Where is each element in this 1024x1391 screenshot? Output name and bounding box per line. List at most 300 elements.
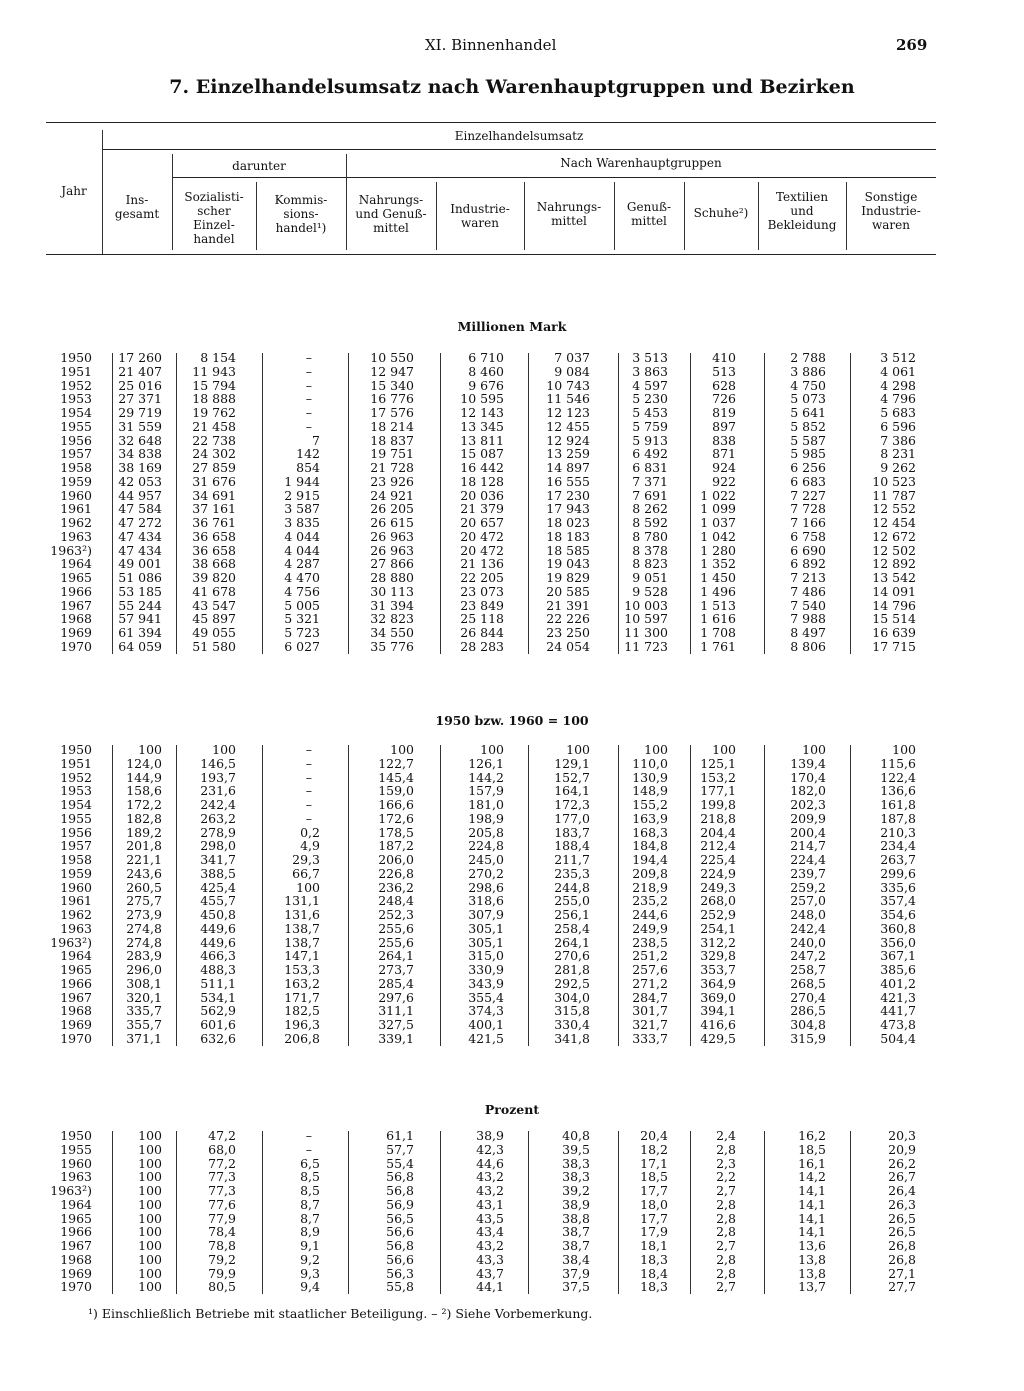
section-label: Prozent	[484, 1102, 540, 1117]
kommission-cell: 8,7	[300, 1210, 320, 1226]
kommission-cell: 8,5	[300, 1169, 320, 1185]
sonstige-cell: 20,9	[888, 1141, 916, 1157]
sozialistisch-cell: 455,7	[200, 893, 236, 909]
nahrungs-genuss-cell: 23 926	[370, 473, 414, 489]
nahrungs-genuss-cell: 285,4	[378, 975, 414, 991]
header-bottom-rule	[46, 254, 936, 255]
sozialistisch-cell: 24 302	[192, 446, 236, 462]
insgesamt-column	[82, 351, 162, 654]
sozialistisch-cell: 68,0	[208, 1141, 236, 1157]
textil-cell: 4 750	[790, 377, 826, 393]
sozialistisch-cell: 45 897	[192, 611, 236, 627]
sonstige-cell: 12 454	[872, 515, 916, 530]
sozialistisch-cell: 425,4	[200, 879, 236, 895]
insgesamt-cell: 355,7	[126, 1017, 162, 1032]
sonstige-cell: 26,5	[888, 1224, 916, 1240]
schuhe-cell: 1 513	[700, 597, 736, 613]
genuss-cell: 10 003	[624, 597, 668, 613]
year-cell: 1967	[60, 1238, 92, 1253]
nahrungs-genuss-cell: 56,6	[386, 1251, 414, 1267]
header-genussmittel: Genuß- mittel	[626, 200, 672, 228]
sonstige-cell: 11 787	[872, 487, 916, 503]
kommission-cell: 163,2	[284, 975, 320, 991]
insgesamt-cell: 49 001	[118, 556, 162, 572]
industrie-cell: 144,2	[468, 769, 504, 785]
sonstige-cell: 421,3	[880, 989, 916, 1005]
kommission-cell: 8,7	[300, 1196, 320, 1212]
industrie-cell: 43,3	[476, 1251, 504, 1267]
genuss-cell: 321,7	[632, 1017, 668, 1032]
schuhe-cell: 871	[712, 446, 736, 462]
genuss-cell: 11 300	[624, 625, 668, 640]
sozialistisch-cell: 41 678	[192, 583, 236, 599]
textil-cell: 14,1	[798, 1183, 826, 1198]
schuhe-cell: 364,9	[700, 975, 736, 991]
industrie-cell: 181,0	[468, 797, 504, 812]
page-header	[0, 36, 1024, 56]
year-cell: 1956	[60, 824, 92, 840]
insgesamt-cell: 34 838	[118, 446, 162, 462]
sonstige-cell: 26,3	[888, 1196, 916, 1212]
industrie-cell: 157,9	[468, 783, 504, 799]
nahrungs-genuss-cell: 226,8	[378, 865, 414, 881]
kommission-cell: –	[305, 377, 312, 393]
industrie-cell: 18 128	[460, 473, 504, 489]
schuhe-cell: 224,9	[700, 865, 736, 881]
insgesamt-cell: 42 053	[118, 473, 162, 489]
insgesamt-cell: 27 371	[118, 391, 162, 407]
year-cell: 1964	[60, 948, 92, 964]
sonstige-cell: 161,8	[880, 797, 916, 812]
textil-cell: 239,7	[790, 865, 826, 881]
sozialistisch-cell: 15 794	[192, 377, 236, 393]
nahrung-cell: 18 023	[546, 515, 590, 530]
industrie-cell: 23 073	[460, 583, 504, 599]
sozialistisch-cell: 78,4	[208, 1224, 236, 1240]
sozialistisch-cell: 36 658	[192, 542, 236, 558]
genuss-cell: 110,0	[632, 755, 668, 771]
schuhe-column	[656, 1129, 736, 1294]
genuss-cell: 8 592	[632, 515, 668, 530]
nahrungs-genuss-cell: 24 921	[370, 487, 414, 503]
insgesamt-cell: 100	[138, 1155, 162, 1171]
genuss-cell: 5 230	[632, 391, 668, 407]
schuhe-cell: 838	[712, 432, 736, 448]
textil-cell: 304,8	[790, 1017, 826, 1032]
textil-cell: 315,9	[790, 1030, 826, 1046]
sozialistisch-cell: 36 761	[192, 515, 236, 530]
genuss-cell: 284,7	[632, 989, 668, 1005]
year-cell: 1952	[60, 377, 92, 393]
genuss-cell: 130,9	[632, 769, 668, 785]
textil-cell: 7 166	[790, 515, 826, 530]
industrie-cell: 126,1	[468, 755, 504, 771]
nahrungs-genuss-column	[334, 743, 414, 1046]
schuhe-cell: 1 496	[700, 583, 736, 599]
kommission-cell: –	[305, 769, 312, 785]
insgesamt-cell: 275,7	[126, 893, 162, 909]
insgesamt-cell: 273,9	[126, 907, 162, 922]
schuhe-cell: 212,4	[700, 838, 736, 854]
insgesamt-cell: 100	[138, 1169, 162, 1185]
insgesamt-cell: 55 244	[118, 597, 162, 613]
nahrungs-genuss-cell: 264,1	[378, 948, 414, 964]
insgesamt-cell: 221,1	[126, 852, 162, 867]
sonstige-cell: 27,1	[888, 1265, 916, 1281]
genuss-cell: 168,3	[632, 824, 668, 840]
header-einzelhandelsumsatz: Einzelhandelsumsatz	[454, 129, 584, 143]
nahrungs-genuss-cell: 56,3	[386, 1265, 414, 1281]
textil-cell: 7 988	[790, 611, 826, 627]
nahrungs-genuss-cell: 56,8	[386, 1238, 414, 1253]
nahrungs-genuss-cell: 18 214	[370, 418, 414, 434]
nahrungs-genuss-cell: 145,4	[378, 769, 414, 785]
schuhe-cell: 2,7	[716, 1279, 736, 1295]
year-cell: 1960	[60, 1155, 92, 1171]
sozialistisch-cell: 51 580	[192, 638, 236, 654]
genuss-cell: 333,7	[632, 1030, 668, 1046]
nahrungs-genuss-cell: 26 615	[370, 515, 414, 530]
industrie-cell: 21 136	[460, 556, 504, 572]
industrie-cell: 25 118	[460, 611, 504, 627]
sozialistisch-cell: 8 154	[200, 350, 236, 365]
insgesamt-cell: 172,2	[126, 797, 162, 812]
genuss-cell: 218,9	[632, 879, 668, 895]
insgesamt-cell: 47 272	[118, 515, 162, 530]
nahrung-column	[510, 351, 590, 654]
year-cell: 1956	[60, 432, 92, 448]
genuss-cell: 100	[644, 742, 668, 757]
nahrung-cell: 19 829	[546, 570, 590, 585]
nahrungs-genuss-cell: 206,0	[378, 852, 414, 867]
insgesamt-cell: 100	[138, 1196, 162, 1212]
sozialistisch-cell: 278,9	[200, 824, 236, 840]
year-cell: 1960	[60, 487, 92, 503]
nahrung-column	[510, 1129, 590, 1294]
industrie-cell: 245,0	[468, 852, 504, 867]
nahrungs-genuss-cell: 16 776	[370, 391, 414, 407]
year-cell: 1970	[60, 1030, 92, 1046]
nahrung-cell: 17 230	[546, 487, 590, 503]
textil-cell: 13,8	[798, 1265, 826, 1281]
kommission-column	[240, 743, 320, 1046]
nahrung-cell: 16 555	[546, 473, 590, 489]
nahrungs-genuss-cell: 56,5	[386, 1210, 414, 1226]
schuhe-cell: 1 037	[700, 515, 736, 530]
year-cell: 1963	[60, 920, 92, 936]
genuss-cell: 8 378	[632, 542, 668, 558]
nahrungs-genuss-cell: 10 550	[370, 350, 414, 365]
sozialistisch-cell: 43 547	[192, 597, 236, 613]
insgesamt-cell: 182,8	[126, 810, 162, 826]
schuhe-column	[656, 743, 736, 1046]
kommission-cell: –	[305, 783, 312, 799]
sozialistisch-cell: 11 943	[192, 363, 236, 379]
year-cell: 1959	[60, 865, 92, 881]
insgesamt-cell: 274,8	[126, 920, 162, 936]
sonstige-cell: 136,6	[880, 783, 916, 799]
schuhe-cell: 1 708	[700, 625, 736, 640]
textil-cell: 170,4	[790, 769, 826, 785]
sonstige-cell: 367,1	[880, 948, 916, 964]
kommission-cell: –	[305, 1128, 312, 1143]
kommission-cell: –	[305, 797, 312, 812]
genuss-cell: 8 780	[632, 528, 668, 544]
industrie-cell: 22 205	[460, 570, 504, 585]
industrie-cell: 13 811	[460, 432, 504, 448]
insgesamt-cell: 100	[138, 1238, 162, 1253]
schuhe-cell: 369,0	[700, 989, 736, 1005]
schuhe-cell: 268,0	[700, 893, 736, 909]
year-cell: 1961	[60, 893, 92, 909]
nahrung-cell: 281,8	[554, 962, 590, 977]
year-cell: 1955	[60, 418, 92, 434]
nahrung-cell: 13 259	[546, 446, 590, 462]
textil-cell: 100	[802, 742, 826, 757]
kommission-cell: 66,7	[292, 865, 320, 881]
sonstige-cell: 12 672	[872, 528, 916, 544]
schuhe-cell: 177,1	[700, 783, 736, 799]
nahrung-cell: 12 455	[546, 418, 590, 434]
industrie-cell: 28 283	[460, 638, 504, 654]
sonstige-cell: 441,7	[880, 1003, 916, 1019]
insgesamt-cell: 243,6	[126, 865, 162, 881]
textil-cell: 14,1	[798, 1196, 826, 1212]
insgesamt-cell: 25 016	[118, 377, 162, 393]
year-cell: 1966	[60, 1224, 92, 1240]
year-column	[12, 351, 92, 654]
textil-cell: 14,1	[798, 1210, 826, 1226]
insgesamt-cell: 201,8	[126, 838, 162, 854]
sonstige-cell: 100	[892, 742, 916, 757]
schuhe-cell: 429,5	[700, 1030, 736, 1046]
kommission-cell: 6,5	[300, 1155, 320, 1171]
schuhe-cell: 125,1	[700, 755, 736, 771]
kommission-column	[240, 1129, 320, 1294]
header-rule-1	[102, 149, 936, 150]
nahrungs-genuss-cell: 27 866	[370, 556, 414, 572]
nahrung-cell: 270,6	[554, 948, 590, 964]
kommission-cell: 3 835	[284, 515, 320, 530]
nahrungs-genuss-cell: 12 947	[370, 363, 414, 379]
sozialistisch-cell: 78,8	[208, 1238, 236, 1253]
insgesamt-cell: 17 260	[118, 350, 162, 365]
nahrungs-genuss-cell: 327,5	[378, 1017, 414, 1032]
kommission-cell: 9,1	[300, 1238, 320, 1253]
industrie-cell: 23 849	[460, 597, 504, 613]
kommission-column	[240, 351, 320, 654]
sozialistisch-cell: 47,2	[208, 1128, 236, 1143]
sozialistisch-cell: 38 668	[192, 556, 236, 572]
industrie-cell: 15 087	[460, 446, 504, 462]
kommission-cell: 171,7	[284, 989, 320, 1005]
insgesamt-cell: 189,2	[126, 824, 162, 840]
nahrung-cell: 256,1	[554, 907, 590, 922]
sozialistisch-cell: 79,2	[208, 1251, 236, 1267]
nahrung-cell: 39,5	[562, 1141, 590, 1157]
year-cell: 1960	[60, 879, 92, 895]
textil-cell: 3 886	[790, 363, 826, 379]
sozialistisch-cell: 341,7	[200, 852, 236, 867]
sonstige-cell: 17 715	[872, 638, 916, 654]
nahrungs-genuss-cell: 122,7	[378, 755, 414, 771]
insgesamt-cell: 371,1	[126, 1030, 162, 1046]
nahrung-cell: 12 924	[546, 432, 590, 448]
schuhe-cell: 153,2	[700, 769, 736, 785]
nahrungs-genuss-cell: 172,6	[378, 810, 414, 826]
header-rule-3	[346, 177, 936, 178]
industrie-cell: 20 036	[460, 487, 504, 503]
year-cell: 1963²)	[50, 934, 92, 950]
nahrungs-genuss-cell: 55,8	[386, 1279, 414, 1295]
sonstige-cell: 16 639	[872, 625, 916, 640]
page-number: 269	[896, 36, 928, 54]
schuhe-cell: 225,4	[700, 852, 736, 867]
nahrung-cell: 12 123	[546, 405, 590, 420]
nahrung-cell: 188,4	[554, 838, 590, 854]
nahrung-cell: 330,4	[554, 1017, 590, 1032]
nahrungs-genuss-cell: 255,6	[378, 934, 414, 950]
insgesamt-cell: 100	[138, 1251, 162, 1267]
genuss-cell: 257,6	[632, 962, 668, 977]
nahrung-cell: 235,3	[554, 865, 590, 881]
nahrungs-genuss-cell: 17 576	[370, 405, 414, 420]
textil-cell: 7 728	[790, 501, 826, 517]
industrie-cell: 16 442	[460, 460, 504, 475]
industrie-cell: 43,7	[476, 1265, 504, 1281]
section-label: 1950 bzw. 1960 = 100	[435, 713, 589, 728]
nahrungs-genuss-cell: 255,6	[378, 920, 414, 936]
genuss-cell: 249,9	[632, 920, 668, 936]
sozialistisch-cell: 36 658	[192, 528, 236, 544]
nahrung-cell: 38,4	[562, 1251, 590, 1267]
textil-cell: 200,4	[790, 824, 826, 840]
insgesamt-cell: 100	[138, 1224, 162, 1240]
year-cell: 1952	[60, 769, 92, 785]
year-cell: 1957	[60, 446, 92, 462]
year-cell: 1968	[60, 1003, 92, 1019]
sozialistisch-cell: 80,5	[208, 1279, 236, 1295]
sonstige-cell: 26,5	[888, 1210, 916, 1226]
genuss-cell: 184,8	[632, 838, 668, 854]
sonstige-cell: 13 542	[872, 570, 916, 585]
year-cell: 1961	[60, 501, 92, 517]
textil-cell: 257,0	[790, 893, 826, 909]
sozialistisch-cell: 31 676	[192, 473, 236, 489]
textil-column	[746, 743, 826, 1046]
insgesamt-cell: 61 394	[118, 625, 162, 640]
sonstige-cell: 473,8	[880, 1017, 916, 1032]
industrie-cell: 20 657	[460, 515, 504, 530]
nahrungs-genuss-column	[334, 351, 414, 654]
sonstige-cell: 10 523	[872, 473, 916, 489]
sonstige-cell: 12 502	[872, 542, 916, 558]
sozialistisch-cell: 77,3	[208, 1169, 236, 1185]
genuss-cell: 18,5	[640, 1169, 668, 1185]
nahrungs-genuss-cell: 30 113	[370, 583, 414, 599]
nahrungs-genuss-cell: 178,5	[378, 824, 414, 840]
textil-cell: 5 641	[790, 405, 826, 420]
sonstige-cell: 354,6	[880, 907, 916, 922]
insgesamt-column	[82, 1129, 162, 1294]
sonstige-cell: 5 683	[880, 405, 916, 420]
year-cell: 1963²)	[50, 1183, 92, 1198]
nahrungs-genuss-cell: 31 394	[370, 597, 414, 613]
sozialistisch-cell: 193,7	[200, 769, 236, 785]
insgesamt-cell: 308,1	[126, 975, 162, 991]
insgesamt-cell: 144,9	[126, 769, 162, 785]
textil-cell: 13,8	[798, 1251, 826, 1267]
schuhe-cell: 2,7	[716, 1183, 736, 1198]
industrie-cell: 43,4	[476, 1224, 504, 1240]
nahrung-column	[510, 743, 590, 1046]
insgesamt-cell: 100	[138, 1183, 162, 1198]
schuhe-cell: 2,4	[716, 1128, 736, 1143]
kommission-cell: –	[305, 755, 312, 771]
textil-cell: 139,4	[790, 755, 826, 771]
kommission-cell: 9,3	[300, 1265, 320, 1281]
year-cell: 1955	[60, 1141, 92, 1157]
sonstige-cell: 4 796	[880, 391, 916, 407]
sozialistisch-column	[156, 743, 236, 1046]
industrie-cell: 43,2	[476, 1183, 504, 1198]
insgesamt-column	[82, 743, 162, 1046]
genuss-cell: 5 453	[632, 405, 668, 420]
year-cell: 1958	[60, 852, 92, 867]
kommission-cell: –	[305, 742, 312, 757]
header-darunter: darunter	[232, 159, 286, 173]
schuhe-cell: 628	[712, 377, 736, 393]
year-cell: 1964	[60, 1196, 92, 1212]
sonstige-cell: 401,2	[880, 975, 916, 991]
textil-cell: 7 227	[790, 487, 826, 503]
sonstige-cell: 234,4	[880, 838, 916, 854]
genuss-cell: 8 262	[632, 501, 668, 517]
textil-cell: 13,7	[798, 1279, 826, 1295]
schuhe-cell: 1 450	[700, 570, 736, 585]
sonstige-cell: 115,6	[880, 755, 916, 771]
sonstige-cell: 4 061	[880, 363, 916, 379]
kommission-cell: 7	[312, 432, 320, 448]
kommission-cell: –	[305, 391, 312, 407]
schuhe-cell: 924	[712, 460, 736, 475]
textil-cell: 16,1	[798, 1155, 826, 1171]
genuss-cell: 18,3	[640, 1279, 668, 1295]
sozialistisch-cell: 466,3	[200, 948, 236, 964]
sonstige-cell: 26,2	[888, 1155, 916, 1171]
sozialistisch-cell: 534,1	[200, 989, 236, 1005]
sonstige-cell: 14 091	[872, 583, 916, 599]
schuhe-column	[656, 351, 736, 654]
sonstige-cell: 360,8	[880, 920, 916, 936]
sonstige-cell: 3 512	[880, 350, 916, 365]
industrie-cell: 43,2	[476, 1238, 504, 1253]
sonstige-cell: 335,6	[880, 879, 916, 895]
sonstige-column	[836, 743, 916, 1046]
year-cell: 1950	[60, 742, 92, 757]
sozialistisch-cell: 449,6	[200, 920, 236, 936]
sozialistisch-cell: 77,9	[208, 1210, 236, 1226]
insgesamt-cell: 47 434	[118, 542, 162, 558]
insgesamt-cell: 57 941	[118, 611, 162, 627]
insgesamt-cell: 274,8	[126, 934, 162, 950]
industrie-cell: 26 844	[460, 625, 504, 640]
sozialistisch-cell: 49 055	[192, 625, 236, 640]
nahrung-cell: 22 226	[546, 611, 590, 627]
nahrung-cell: 19 043	[546, 556, 590, 572]
industrie-cell: 400,1	[468, 1017, 504, 1032]
nahrungs-genuss-cell: 166,6	[378, 797, 414, 812]
